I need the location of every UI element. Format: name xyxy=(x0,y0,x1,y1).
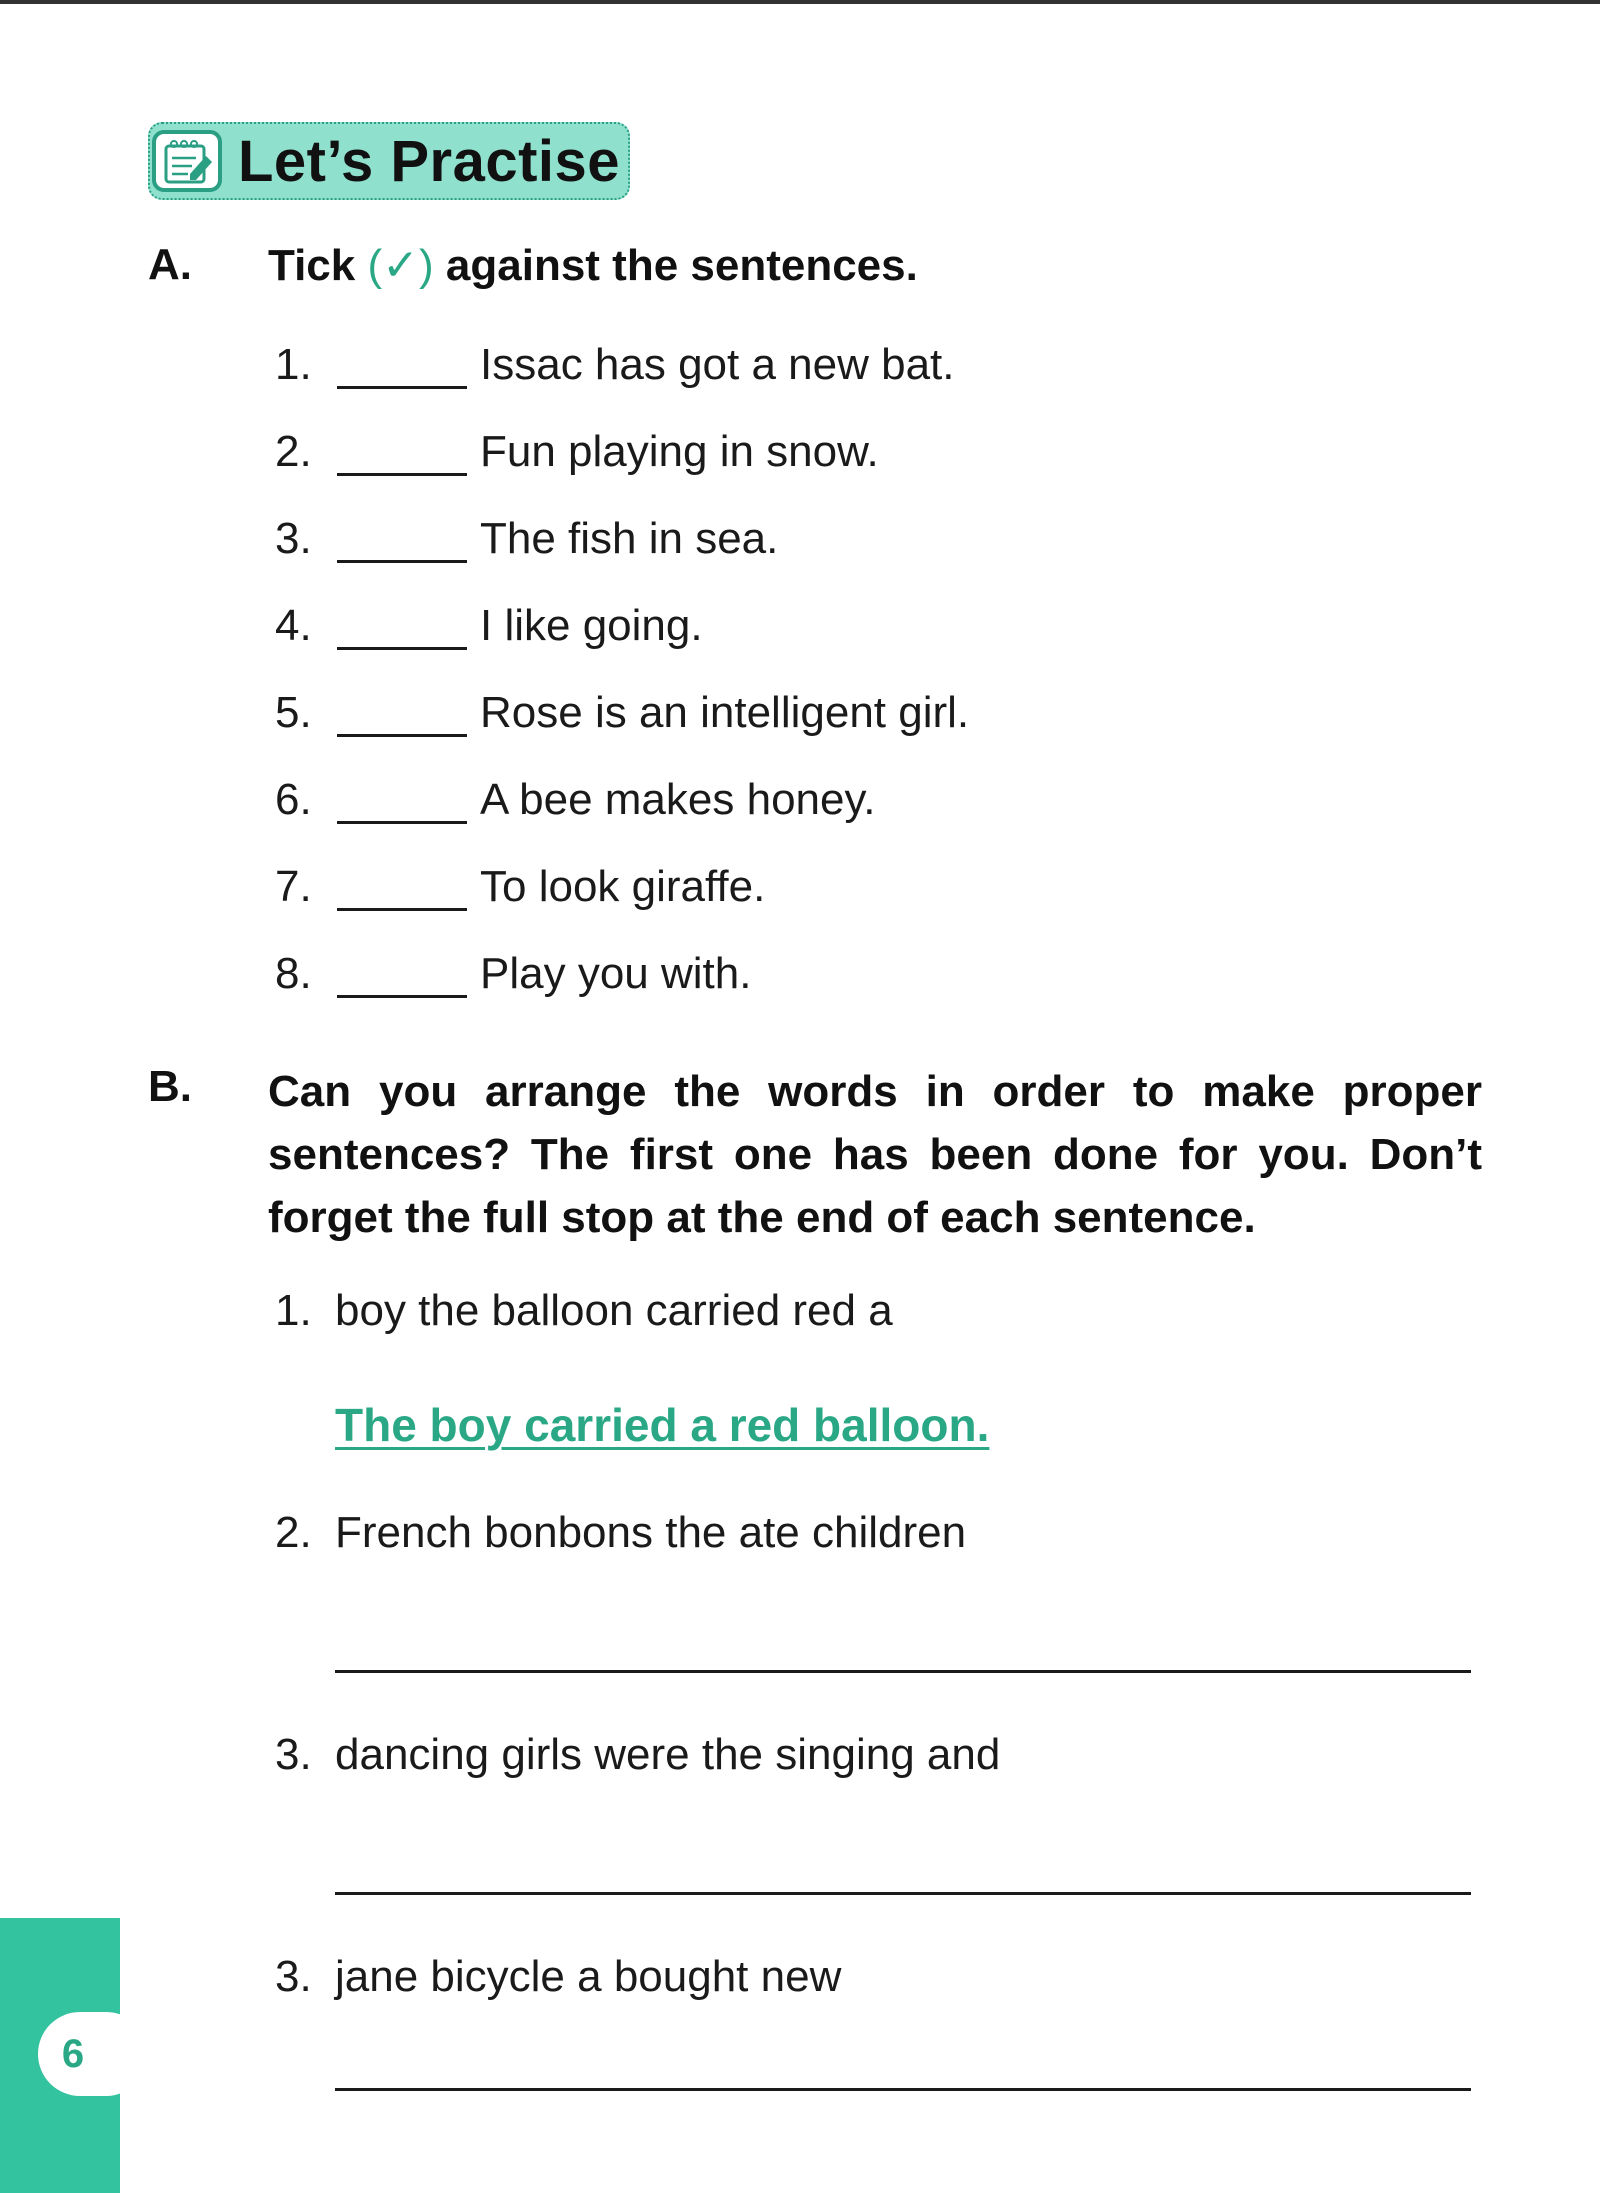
tick-answer-blank[interactable] xyxy=(337,473,467,476)
banner-title: Let’s Practise xyxy=(238,129,621,194)
item-number: 4. xyxy=(275,601,312,650)
tick-open-paren: ( xyxy=(367,241,383,290)
item-number: 1. xyxy=(275,340,312,389)
item-sentence: The fish in sea. xyxy=(480,514,779,563)
item-number: 2. xyxy=(275,427,312,476)
tick-answer-blank[interactable] xyxy=(337,386,467,389)
answer-line[interactable] xyxy=(335,1892,1471,1895)
item-number: 2. xyxy=(275,1508,312,1557)
tick-answer-blank[interactable] xyxy=(337,821,467,824)
jumbled-words: boy the balloon carried red a xyxy=(335,1286,893,1335)
section-b-item xyxy=(275,1286,893,1336)
tick-answer-blank[interactable] xyxy=(337,995,467,998)
example-answer: The boy carried a red balloon. xyxy=(335,1399,990,1451)
item-number: 6. xyxy=(275,775,312,824)
item-sentence: A bee makes honey. xyxy=(480,775,876,824)
item-sentence: Fun playing in snow. xyxy=(480,427,879,476)
item-number: 3. xyxy=(275,1730,312,1779)
jumbled-words: dancing girls were the singing and xyxy=(335,1730,1001,1779)
page-number-badge xyxy=(38,2012,148,2096)
item-sentence: Rose is an intelligent girl. xyxy=(480,688,970,737)
tick-answer-blank[interactable] xyxy=(337,647,467,650)
section-a-heading xyxy=(268,240,918,291)
item-number: 1. xyxy=(275,1286,312,1335)
section-b-item xyxy=(275,1508,966,1558)
top-rule xyxy=(0,0,1600,4)
section-b-item xyxy=(275,1730,1000,1780)
section-a-heading-post: against the sentences. xyxy=(433,241,918,290)
item-number: 3. xyxy=(275,514,312,563)
section-a-heading-pre: Tick xyxy=(268,241,368,290)
item-sentence: Play you with. xyxy=(480,949,752,998)
lets-practise-banner xyxy=(148,122,630,200)
section-a-letter: A. xyxy=(148,240,192,289)
item-sentence: Issac has got a new bat. xyxy=(480,340,955,389)
tick-answer-blank[interactable] xyxy=(337,908,467,911)
item-number: 5. xyxy=(275,688,312,737)
section-b-heading: Can you arrange the words in order to make proper sentences? The first one has been done for you. Don’t forget the full stop at the end of each sentence. xyxy=(268,1067,1482,1242)
item-sentence: I like going. xyxy=(480,601,703,650)
tick-mark-icon: ✓ xyxy=(382,241,420,290)
tick-close-paren: ) xyxy=(419,241,434,290)
item-sentence: To look giraffe. xyxy=(480,862,766,911)
section-b-letter: B. xyxy=(148,1062,192,1111)
page-number: 6 xyxy=(61,2031,85,2076)
item-number: 7. xyxy=(275,862,312,911)
section-b-item xyxy=(275,1952,841,2002)
item-number: 3. xyxy=(275,1952,312,2001)
notepad-pencil-icon xyxy=(152,130,222,192)
tick-answer-blank[interactable] xyxy=(337,560,467,563)
answer-line[interactable] xyxy=(335,2088,1471,2091)
jumbled-words: jane bicycle a bought new xyxy=(335,1952,842,2001)
answer-line[interactable] xyxy=(335,1670,1471,1673)
tick-answer-blank[interactable] xyxy=(337,734,467,737)
item-number: 8. xyxy=(275,949,312,998)
jumbled-words: French bonbons the ate children xyxy=(335,1508,967,1557)
